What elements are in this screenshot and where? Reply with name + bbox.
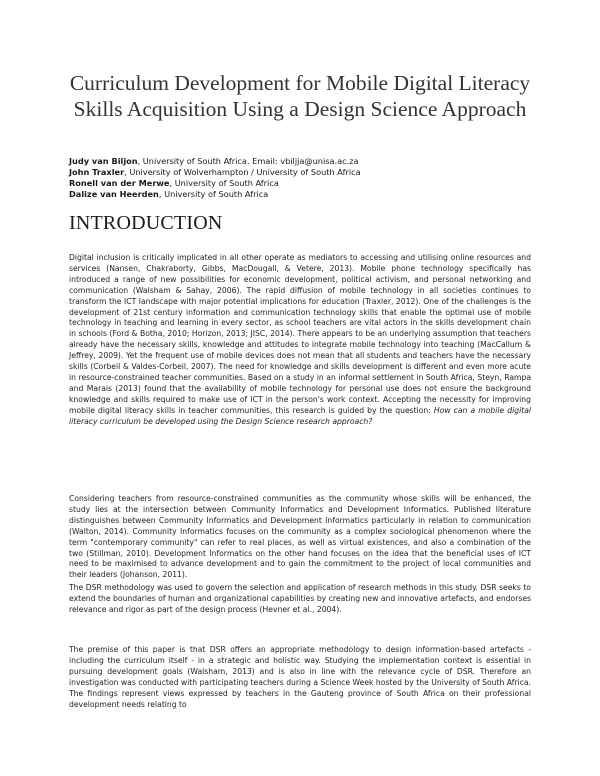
author-name: Judy van Biljon: [69, 156, 138, 166]
author-name: Dalize van Heerden: [69, 189, 159, 199]
author-name: Ronell van der Merwe: [69, 178, 170, 188]
author-entry: [69, 178, 539, 189]
author-affiliation: , University of South Africa: [169, 178, 279, 188]
author-entry: [69, 167, 539, 178]
body-paragraph: Considering teachers from resource-constrained communities as the community whose skills will be enhanced, the study lies at the intersection between Community Informatics and Development Informatics. Published literature distinguishes between Community Informatics and Development Informatics particularly in relation to communication (Walton, 2014). Community Informatics focuses on the community as a complex sociological phenomenon where the term "contemporary community" can refer to real places, as well as virtual existences, and also a combination of the two (Stillman, 2010). Development Informatics on the other hand focuses on the idea that the beneficial uses of ICT need to be maximised to advance development and to gain the commitment to the project of local communities and their leaders (Johanson, 2011).: [69, 494, 531, 580]
author-affiliation: , University of South Africa. Email: vbiljja@unisa.ac.za: [137, 156, 359, 166]
paper-title: Curriculum Development for Mobile Digital Literacy Skills Acquisition Using a Design Science Approach: [69, 71, 531, 121]
author-name: John Traxler: [69, 167, 125, 177]
research-question: How can a mobile digital literacy curriculum be developed using the Design Science research approach?: [69, 405, 531, 426]
paragraph-text: Digital inclusion is critically implicated in all other operate as mediators to accessing and utilising online resources and services (Nansen, Chakraborty, Gibbs, MacDougall, & Vetere, 2013). Mobile phone technology specifically has introduced a range of new possibilities for economic development, political activism, and personal networking and communication (Walsham & Sahay, 2006). The rapid diffusion of mobile technology in all societies continues to transform the ICT landscape with major potential implications for education (Traxler, 2012). One of the challenges is the development of 21st century information and communication technology skills that enable the optimal use of mobile technology in teaching and learning in every sector, as school teachers are vital actors in the skills development chain in schools (Ford & Botha, 2010; Horizon, 2013; JISC, 2014). There appears to be an underlying assumption that teachers already have the necessary skills, knowledge and attitudes to integrate mobile technology into teaching (MacCallum & Jeffrey, 2009). Yet the frequent use of mobile devices does not mean that all students and teachers have the necessary skills (Corbeil & Valdes-Corbeil, 2007). The need for knowledge and skills development is different and even more acute in resource-constrained teacher communities. Based on a study in an informal settlement in South Africa, Steyn, Rampa and Marais (2013) found that the availability of mobile technology for personal use does not ensure the background knowledge and skills required to make use of ICT in the person's work context. Accepting the necessity for improving mobile digital literacy skills in teacher communities, this research is guided by the question:: [69, 253, 531, 415]
body-paragraph: The DSR methodology was used to govern the selection and application of research methods in this study. DSR seeks to extend the boundaries of human and organizational capabilities by creating new and innovative artefacts, and endorses relevance and rigor as part of the design process (Hevner et al., 2004).: [69, 583, 531, 614]
author-entry: [69, 189, 539, 200]
author-affiliation: , University of South Africa: [158, 189, 269, 199]
section-heading: INTRODUCTION: [69, 212, 223, 234]
author-entry: [69, 156, 539, 167]
author-list: [69, 156, 539, 200]
body-paragraph: [69, 253, 531, 428]
body-paragraph: The premise of this paper is that DSR offers an appropriate methodology to design information-based artefacts - including the curriculum itself - in a strategic and holistic way. Studying the implementation context is essential in pursuing development goals (Walsham, 2013) and is also in line with the relevance cycle of DSR. Therefore an investigation was conducted with participating teachers during a Science Week hosted by the University of South Africa. The findings represent views expressed by teachers in the Gauteng province of South Africa on their professional development needs relating to: [69, 645, 531, 709]
author-affiliation: , University of Wolverhampton / University of South Africa: [124, 167, 361, 177]
